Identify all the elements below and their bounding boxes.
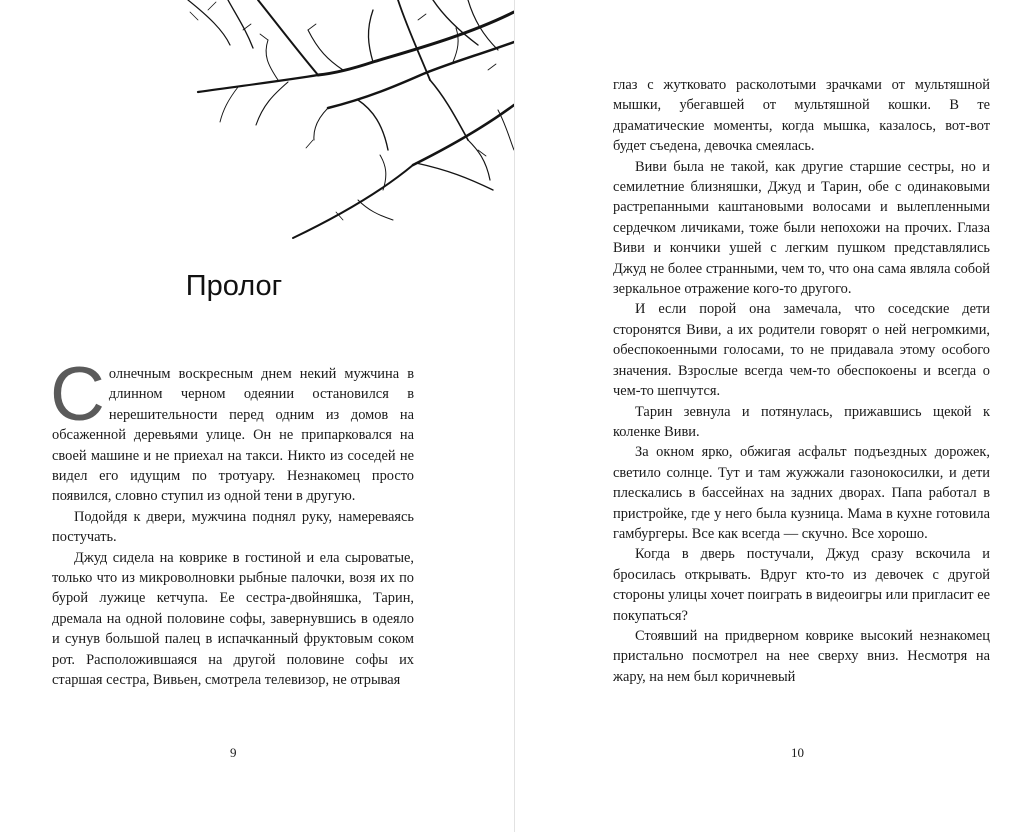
drop-cap: С — [50, 352, 105, 437]
paragraph-8: За окном ярко, обжигая асфальт подъездных дорожек, светило солнце. Тут и там жужжали газонокосилки, и дети плескались в бассейнах на задних дворах. Папа работал в пристройке, где у него была кузница. Мама в кухне готовила гамбургеры. Все как всегда — скучно. Все хорошо. — [613, 444, 990, 542]
paragraph-1 — [50, 352, 414, 507]
paragraph-10: Стоявший на придверном коврике высокий незнакомец пристально посмотрел на нее сверху вниз. Несмотря на жару, на нем был коричневый — [613, 627, 990, 685]
chapter-title: Пролог — [185, 270, 283, 302]
paragraph-2: Подойдя к двери, мужчина поднял руку, намереваясь постучать. — [52, 508, 414, 546]
right-page-text — [613, 75, 990, 687]
paragraph-1-text: олнечным воскресным днем некий мужчина в длинном черном одеянии остановился в нерешительности перед одним из домов на обсаженной деревьями улице. Он не припарковался на своей машине и не приехал на такси. Никто из соседей не видел его идущим по тротуару. Незнакомец просто появился, словно ступил из одной тени в другую. — [52, 366, 414, 505]
right-page — [515, 0, 1030, 832]
bare-branches-illustration — [168, 0, 514, 242]
left-page-text — [50, 352, 414, 691]
paragraph-3: Джуд сидела на коврике в гостиной и ела сыроватые, только что из микроволновки рыбные палочки, возя их по бурой лужице кетчупа. Ее сестра-двойняшка, Тарин, дремала на одной половине софы, завернувшись в одеяло и сунув большой палец в испачканный фруктовым соком рот. Расположившаяся на другой половине софы их старшая сестра, Вивьен, смотрела телевизор, не отрывая — [52, 549, 414, 689]
paragraph-continued: глаз с жутковато расколотыми зрачками от мультяшной мышки, убегавшей от мультяшной кошки. В те драматические моменты, когда мышка, казалось, вот-вот будет съедена, девочка смеялась. — [613, 77, 990, 155]
page-number: 10 — [791, 745, 804, 760]
left-page — [0, 0, 514, 832]
paragraph-5: Виви была не такой, как другие старшие сестры, но и семилетние близняшки, Джуд и Тарин, обе с одинаковыми растрепанными каштановыми волосами и вылепленными сердечком личиками, тоже были непохожи на прочих. Глаза Виви и кончики ушей с легким пушком представлялись Джуд не более странными, чем то, что она сама являла собой зеркальное отражение кого-то другого. — [613, 158, 990, 298]
paragraph-6: И если порой она замечала, что соседские дети сторонятся Виви, а их родители говорят о ней негромкими, обеспокоенными голосами, то не придавала этому особого значения. Взрослые всегда чем-то обеспокоены и всегда о чем-то шепчутся. — [613, 301, 990, 400]
paragraph-9: Когда в дверь постучали, Джуд сразу вскочила и бросилась открывать. Вдруг кто-то из девочек с другой стороны улицы хочет поиграть в видеоигры или пригласит ее покупаться? — [613, 546, 990, 624]
page-number: 9 — [230, 745, 237, 760]
paragraph-7: Тарин зевнула и потянулась, прижавшись щекой к коленке Виви. — [613, 403, 990, 440]
